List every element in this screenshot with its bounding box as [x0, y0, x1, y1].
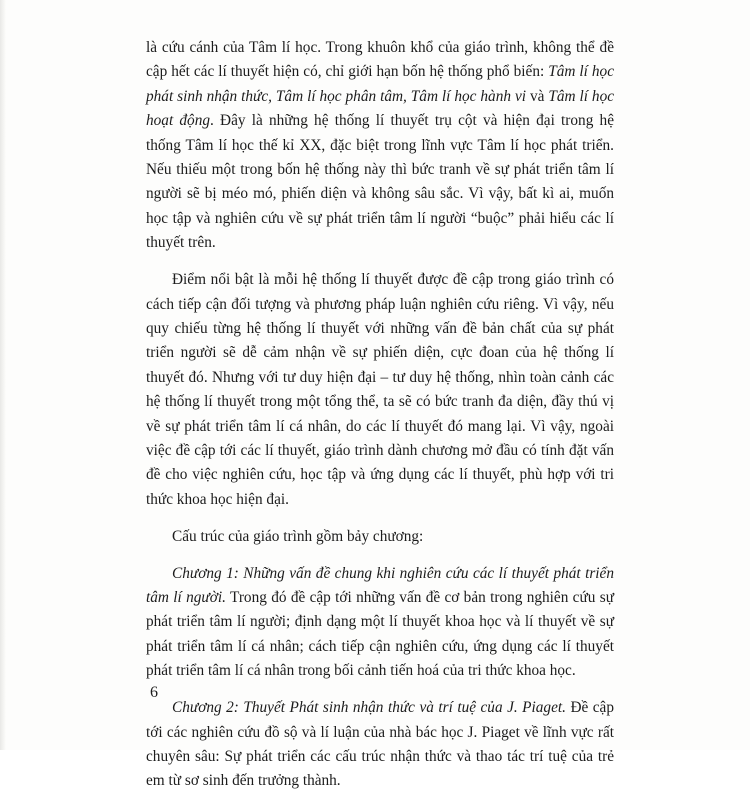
text-run: Điểm nổi bật là mỗi hệ thống lí thuyết được đề cập trong giáo trình có cách tiếp cận đối tượng và phương pháp luận nghiên cứu riêng. Vì vậy, nếu quy chiếu từng hệ thống lí thuyết với những vấn đề bản chất của sự phát triển người sẽ dễ cảm nhận về sự phiến diện, cực đoan của hệ thống lí thuyết đó. Nhưng với tư duy hiện đại – tư duy hệ thống, nhìn toàn cảnh các hệ thống lí thuyết trong một tổng thể, ta sẽ có bức tranh đa diện, đầy thú vị về sự phát triển tâm lí cá nhân, do các lí thuyết đó mang lại. Vì vậy, ngoài việc đề cập tới các lí thuyết, giáo trình dành chương mở đầu có tính đặt vấn đề cho việc nghiên cứu, học tập và ứng dụng các lí thuyết, phù hợp với tri thức khoa học hiện đại.: [146, 271, 614, 508]
page-number: 6: [150, 684, 158, 701]
chapter-2-title: Chương 2: Thuyết Phát sinh nhận thức và trí tuệ của J. Piaget.: [172, 699, 566, 717]
text-run: Cấu trúc của giáo trình gồm bảy chương:: [172, 527, 424, 545]
paragraph-intro-continued: [146, 36, 614, 256]
text-run: Đề cập tới các nghiên cứu đồ sộ và lí luận của nhà bác học J. Piaget về lĩnh vực rất chuyên sâu: Sự phát triển các cấu trúc nhận thức và thao tác trí tuệ của trẻ em từ sơ sinh đến trưởng thành.: [146, 699, 614, 790]
text-run: Trong đó đề cập tới những vấn đề cơ bản trong nghiên cứu sự phát triển tâm lí người; định dạng một lí thuyết khoa học và lí thuyết về sự phát triển tâm lí cá nhân; cách tiếp cận nghiên cứu, ứng dụng các lí thuyết phát triển tâm lí cá nhân trong bối cảnh tiến hoá của tri thức khoa học.: [146, 589, 614, 680]
body-text: [146, 36, 614, 806]
text-run: . Đây là những hệ thống lí thuyết trụ cột và hiện đại trong hệ thống Tâm lí học thế kỉ XX, đặc biệt trong lĩnh vực Tâm lí học phát triển. Nếu thiếu một trong bốn hệ thống này thì bức tranh về sự phát triển tâm lí người sẽ bị méo mó, phiến diện và không sâu sắc. Vì vậy, bất kì ai, muốn học tập và nghiên cứu về sự phát triển tâm lí người “buộc” phải hiểu các lí thuyết trên.: [146, 112, 614, 252]
page-edge-shadow: [0, 0, 6, 750]
chapter-1-title: Chương 1: Những vấn đề chung khi nghiên cứu các lí thuyết phát triển tâm lí người.: [146, 564, 614, 607]
paragraph-structure-intro: [146, 525, 614, 549]
text-run-italic: Tâm lí học phát sinh nhận thức, Tâm lí học phân tâm, Tâm lí học hành vi: [146, 63, 614, 105]
paragraph-chapter-2: [146, 696, 614, 794]
text-run: là cứu cánh của Tâm lí học. Trong khuôn khổ của giáo trình, không thể đề cập hết các lí thuyết hiện có, chỉ giới hạn bốn hệ thống phổ biến:: [146, 39, 614, 81]
paragraph-highlight: [146, 268, 614, 512]
paragraph-chapter-1: [146, 562, 614, 684]
text-run: và: [526, 87, 549, 105]
text-run-italic: Tâm lí học hoạt động: [146, 87, 615, 130]
